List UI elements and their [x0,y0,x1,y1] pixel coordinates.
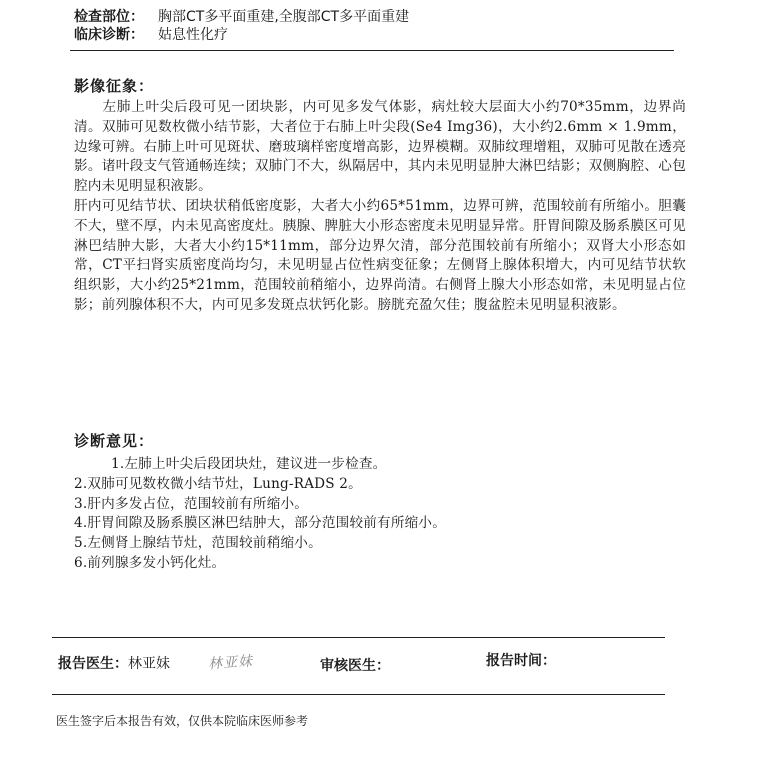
findings-paragraph-chest: 左肺上叶尖后段可见一团块影，内可见多发气体影，病灶较大层面大小约70*35mm，边界尚清。双肺可见数枚微小结节影，大者位于右肺上叶尖段(Se4 Img36)，大小约2.6mm × 1.9mm，边缘可辨。右肺上叶可见斑状、磨玻璃样密度增高影，边界模糊。双肺纹理增粗，双肺可见散在透亮影。诸叶段支气管通畅连续；双肺门不大，纵隔居中，其内未见明显肿大淋巴结影；双侧胸腔、心包腔内未见明显积液影。 [74,99,686,195]
impression-item: 3.肝内多发占位，范围较前有所缩小。 [74,495,309,512]
impression-list [74,455,674,574]
clinical-diagnosis-value: 姑息性化疗 [158,27,228,43]
validity-note: 医生签字后本报告有效，仅供本院临床医师参考 [56,714,309,728]
report-doctor-name: 林亚妹 [128,656,170,672]
exam-site-value: 胸部CT多平面重建,全腹部CT多平面重建 [158,9,410,25]
clinical-diagnosis-label: 临床诊断： [74,27,144,43]
report-time-label: 报告时间： [486,653,556,669]
findings-body [74,98,686,316]
impression-item: 6.前列腺多发小钙化灶。 [74,554,226,571]
impression-item: 4.肝胃间隙及肠系膜区淋巴结肿大，部分范围较前有所缩小。 [74,515,447,532]
findings-paragraph-abdomen: 肝内可见结节状、团块状稍低密度影，大者大小约65*51mm，边界可辨，范围较前有所缩小。胆囊不大，壁不厚，内未见高密度灶。胰腺、脾脏大小形态密度未见明显异常。肝胃间隙及肠系膜区可见淋巴结肿大影，大者大小约15*11mm，部分边界欠清，部分范围较前有所缩小；双肾大小形态如常，CT平扫肾实质密度尚均匀，未见明显占位性病变征象；左侧肾上腺体积增大，内可见结节状软组织影，大小约25*21mm，范围较前稍缩小，边界尚清。右侧肾上腺大小形态如常，未见明显占位影；前列腺体积不大，内可见多发斑点状钙化影。膀胱充盈欠佳；腹盆腔未见明显积液影。 [74,197,686,313]
footer-bottom-divider [52,694,665,695]
report-doctor-label: 报告医生： [58,656,128,672]
impression-title: 诊断意见： [74,432,155,450]
impression-item: 5.左侧肾上腺结节灶，范围较前稍缩小。 [74,535,322,552]
report-doctor [58,653,170,673]
impression-item: 1.左肺上叶尖后段团块灶，建议进一步检查。 [111,456,387,472]
impression-item: 2.双肺可见数枚微小结节灶，Lung-RADS 2。 [74,475,362,492]
findings-title: 影像征象： [74,77,155,95]
exam-site-row [74,8,409,26]
header-divider [70,50,674,51]
reviewer-label: 审核医生： [320,658,390,674]
exam-site-label: 检查部位： [74,9,144,25]
doctor-signature: 林亚妹 [207,653,254,673]
footer-top-divider [52,637,665,638]
clinical-diagnosis-row [74,26,228,44]
